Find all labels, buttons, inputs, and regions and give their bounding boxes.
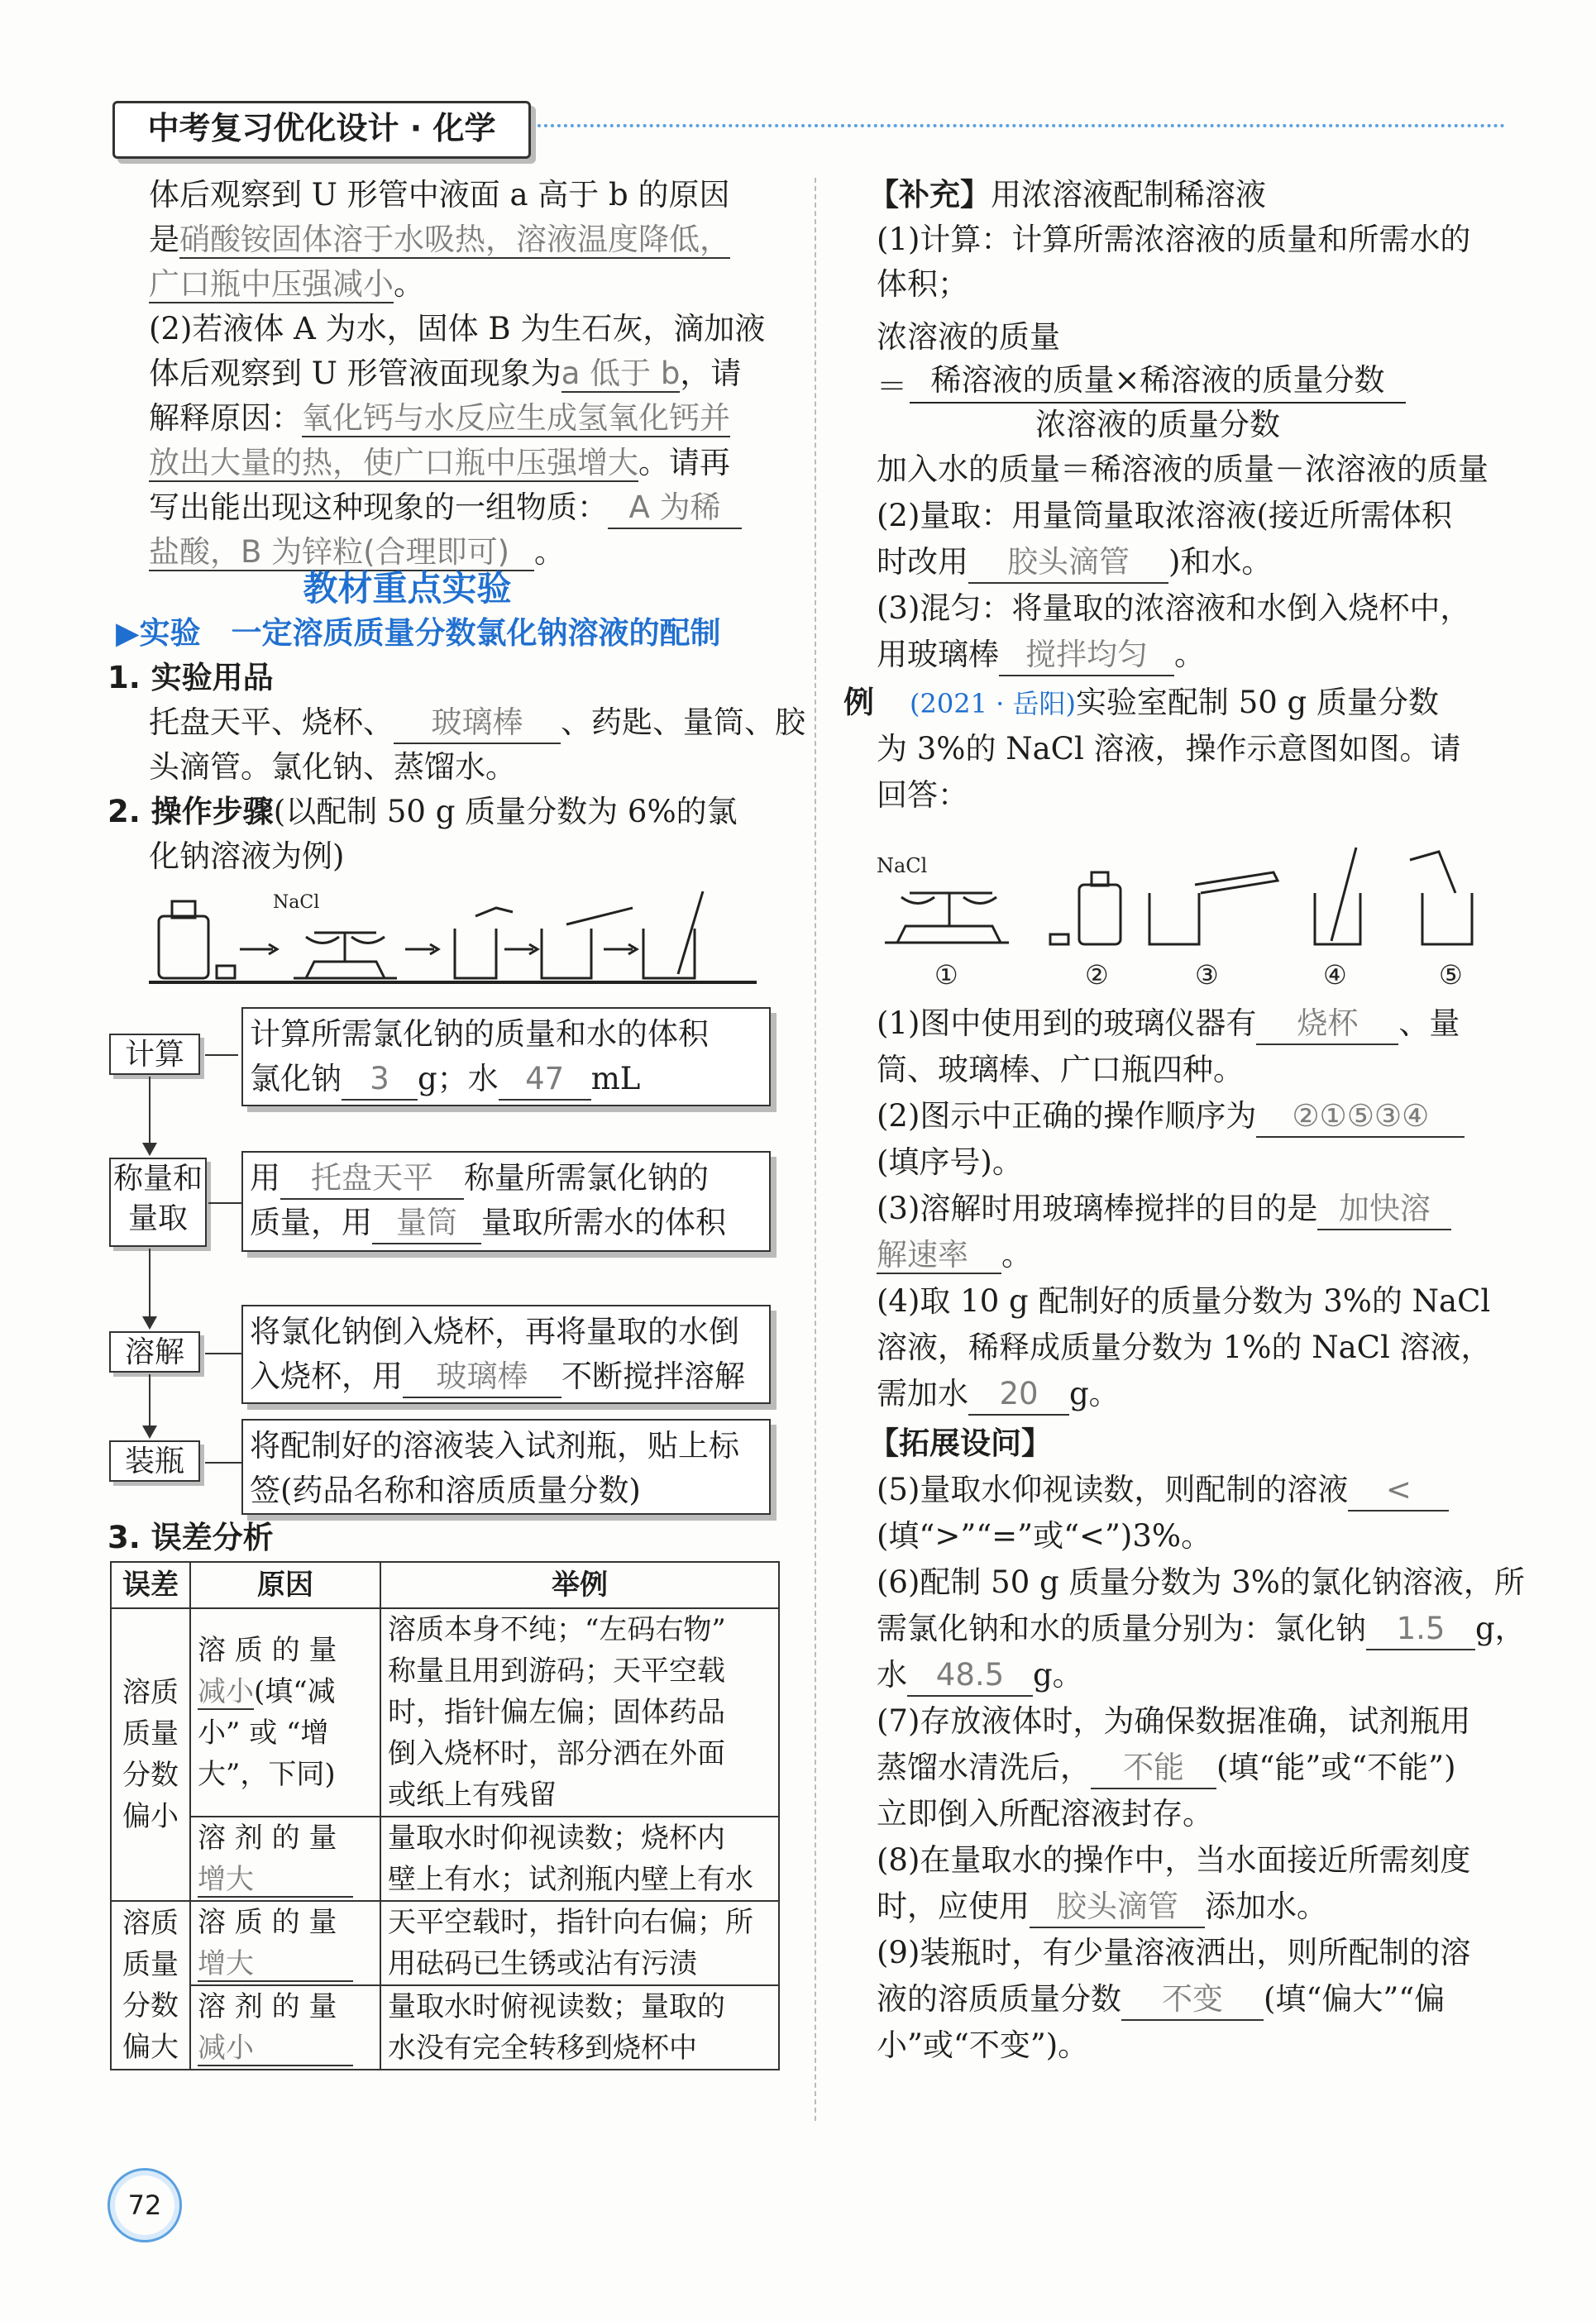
q2-line6: 盐酸，B 为锌粒(合理即可) 。	[149, 534, 566, 570]
example-cell: 天平空载时，指针向右偏；所 用砝码已生锈或沾有污渍	[380, 1901, 779, 1985]
s1-line2: 头滴管。氯化钠、蒸馏水。	[149, 749, 516, 785]
fig-balance	[885, 893, 1009, 943]
step-dissolve-label: 溶解	[109, 1331, 200, 1373]
answer-compare: <	[1348, 1470, 1449, 1512]
section-title: 教材重点实验	[303, 568, 512, 609]
fig-beaker-5	[1422, 893, 1472, 944]
q2-right-line1: (2)图示中正确的操作顺序为 ②①⑤③④	[877, 1093, 1465, 1139]
q9-line3: 小”或“不变”)。	[877, 2027, 1089, 2063]
step-calc-label: 计算	[109, 1034, 200, 1075]
answer-nacl-mass: 3	[342, 1059, 418, 1101]
answer-substances-1: A 为稀	[608, 488, 742, 529]
cause-cell: 溶 剂 的 量 减小	[190, 1985, 380, 2070]
example-cell: 溶质本身不纯；“左码右物” 称量且用到游码；天平空载 时，指针偏左偏；固体药品 倒入烧杯时，部分洒在外面 或纸上有残留	[380, 1608, 779, 1817]
q6-line2: 需氯化钠和水的质量分别为：氯化钠 1.5 g，	[877, 1606, 1526, 1652]
c9: 用玻璃棒 搅拌均匀 。	[877, 632, 1205, 678]
step-bottle-label: 装瓶	[109, 1440, 200, 1482]
ex-line2: 为 3%的 NaCl 溶液，操作示意图如图。请	[877, 731, 1461, 767]
step-dissolve-box: 将氯化钠倒入烧杯，再将量取的水倒 入烧杯，用 玻璃棒 不断搅拌溶解	[241, 1305, 771, 1404]
answer-dropper-2: 胶头滴管	[1030, 1887, 1205, 1928]
q3-line1: (3)溶解时用玻璃棒搅拌的目的是 加快溶	[877, 1186, 1451, 1232]
answer-beaker: 烧杯	[1256, 1004, 1398, 1045]
experiment-label: ▶实验 一定溶质质量分数氯化钠溶液的配制	[116, 615, 721, 651]
cause-cell: 溶 质 的 量 增大	[190, 1901, 380, 1985]
q7-line2: 蒸馏水清洗后， 不能 (填“能”或“不能”)	[877, 1745, 1456, 1791]
table-header-row	[111, 1562, 779, 1608]
answer-substances-2: 盐酸，B 为锌粒(合理即可)	[149, 534, 534, 571]
balance	[294, 933, 397, 978]
answer-explain-2: 放出大量的热，使广口瓶中压强增大	[149, 445, 638, 480]
q4-line3: 需加水 20 g。	[877, 1371, 1120, 1417]
c8: (3)混匀：将量取的浓溶液和水倒入烧杯中，	[877, 590, 1471, 626]
answer-water-added: 20	[968, 1374, 1069, 1416]
s3-title: 3. 误差分析	[108, 1520, 274, 1555]
answer-glass-rod-2: 玻璃棒	[403, 1357, 561, 1398]
q2-line2: 体后观察到 U 形管液面现象为a 低于 b，请	[149, 356, 742, 391]
cause-cell: 溶 剂 的 量 增大	[190, 1817, 380, 1901]
answer-reason-1: 硝酸铵固体溶于水吸热，溶液温度降低，	[179, 222, 730, 257]
example-cell: 量取水时仰视读数；烧杯内 壁上有水；试剂瓶内壁上有水	[380, 1817, 779, 1901]
example-label: 例	[843, 685, 874, 720]
s2-line2: 化钠溶液为例)	[149, 838, 345, 874]
th-example: 举例	[380, 1562, 779, 1608]
answer-explain-1: 氧化钙与水反应生成氢氧化钙并	[302, 400, 730, 436]
q7-line1: (7)存放液体时，为确保数据准确，试剂瓶用	[877, 1703, 1471, 1739]
q1-line2: 筒、玻璃棒、广口瓶四种。	[877, 1052, 1244, 1087]
q1-line1: (1)图中使用到的玻璃仪器有 烧杯 、量	[877, 1001, 1460, 1047]
column-divider	[815, 178, 816, 2121]
example-figure	[877, 835, 1505, 992]
step-calc-box: 计算所需氯化钠的质量和水的体积 氯化钠 3 g；水 47 mL	[241, 1007, 771, 1106]
ex-line1: (2021 · 岳阳)实验室配制 50 g 质量分数	[910, 685, 1439, 720]
fig-num-3: ③	[1195, 959, 1219, 991]
c7: 时改用 胶头滴管 )和水。	[877, 539, 1272, 585]
q4-line1: (4)取 10 g 配制好的质量分数为 3%的 NaCl	[877, 1283, 1491, 1319]
answer-cannot: 不能	[1091, 1748, 1216, 1789]
answer-purpose-1: 加快溶	[1317, 1189, 1451, 1230]
header-title: 中考复习优化设计 · 化学	[147, 110, 496, 146]
step-weigh-label: 称量和 量取	[109, 1158, 207, 1247]
q6-line1: (6)配制 50 g 质量分数为 3%的氯化钠溶液，所	[877, 1564, 1525, 1600]
fig-num-1: ①	[934, 959, 958, 991]
apparatus-figure	[149, 883, 769, 991]
table-row	[111, 1817, 779, 1901]
ex-line3: 回答：	[877, 777, 968, 813]
th-error: 误差	[111, 1562, 190, 1608]
p1-line1: 体后观察到 U 形管中液面 a 高于 b 的原因	[149, 177, 730, 213]
answer-unchanged: 不变	[1121, 1980, 1264, 2021]
q2-line1: (2)若液体 A 为水，固体 B 为生石灰，滴加液	[149, 311, 766, 346]
q2-line5: 写出能出现这种现象的一组物质： A 为稀	[149, 485, 742, 531]
fig-nacl-label: NaCl	[877, 854, 928, 877]
c3: 浓溶液的质量	[877, 319, 1060, 355]
q3-line2: 解速率 。	[877, 1237, 1032, 1273]
group-low: 溶质 质量 分数 偏小	[111, 1608, 190, 1901]
answer-stir: 搅拌均匀	[999, 635, 1174, 676]
q2-right-line2: (填序号)。	[877, 1144, 1023, 1180]
fig-num-2: ②	[1085, 959, 1109, 991]
group-high: 溶质 质量 分数 偏大	[111, 1901, 190, 2070]
answer-water-48-5: 48.5	[907, 1655, 1033, 1697]
answer-nacl-1-5: 1.5	[1366, 1609, 1475, 1650]
page-number: 72	[108, 2168, 182, 2242]
fig-num-4: ④	[1323, 959, 1347, 991]
s1-line1: 托盘天平、烧杯、 玻璃棒 、药匙、量筒、胶	[149, 700, 805, 746]
reagent-bottle	[159, 916, 208, 978]
answer-reason-2: 广口瓶中压强减小	[149, 266, 394, 302]
q8-line2: 时，应使用 胶头滴管 添加水。	[877, 1884, 1327, 1930]
q8-line1: (8)在量取水的操作中，当水面接近所需刻度	[877, 1842, 1471, 1878]
s2-line1: 2. 操作步骤(以配制 50 g 质量分数为 6%的氯	[108, 794, 738, 829]
error-analysis-table	[110, 1561, 780, 2070]
q9-line1: (9)装瓶时，有少量溶液洒出，则所配制的溶	[877, 1935, 1471, 1970]
header-dotted-rule	[538, 124, 1505, 127]
th-cause: 原因	[190, 1562, 380, 1608]
c6: (2)量取：用量筒量取浓溶液(接近所需体积	[877, 498, 1452, 533]
nacl-label-left: NaCl	[273, 892, 320, 913]
beaker-2	[542, 929, 591, 978]
table-row	[111, 1985, 779, 2070]
c1: (1)计算：计算所需浓溶液的质量和所需水的	[877, 222, 1471, 257]
q7-line3: 立即倒入所配溶液封存。	[877, 1796, 1213, 1831]
q5-line2: (填“>”“=”或“<”)3%。	[877, 1518, 1212, 1554]
beaker-1	[455, 929, 496, 978]
q9-line2: 液的溶质质量分数 不变 (填“偏大”“偏	[877, 1976, 1445, 2023]
q4-line2: 溶液，稀释成质量分数为 1%的 NaCl 溶液，	[877, 1330, 1492, 1365]
cause-cell: 溶 质 的 量 减小(填“减 小” 或 “增 大”，下同)	[190, 1608, 380, 1817]
sup-title: 【补充】用浓溶液配制稀溶液	[868, 177, 1266, 213]
page-header	[112, 101, 531, 159]
fig-bottle	[1079, 885, 1121, 944]
q2-line3: 解释原因：氧化钙与水反应生成氢氧化钙并	[149, 400, 730, 436]
c2: 体积；	[877, 266, 968, 302]
step-weigh-box: 用 托盘天平 称量所需氯化钠的 质量，用 量筒 量取所需水的体积	[241, 1151, 771, 1252]
fig-beaker-3	[1149, 893, 1199, 944]
answer-purpose-2: 解速率	[877, 1237, 1001, 1274]
table-row	[111, 1608, 779, 1817]
answer-phenomenon: a 低于 b	[561, 356, 681, 391]
step-bottle-box: 将配制好的溶液装入试剂瓶，贴上标 签(药品名称和溶质质量分数)	[241, 1419, 771, 1515]
answer-dropper: 胶头滴管	[968, 542, 1168, 584]
example-cell: 量取水时俯视读数；量取的 水没有完全转移到烧杯中	[380, 1985, 779, 2070]
p1-line2: 是硝酸铵固体溶于水吸热，溶液温度降低，	[149, 222, 730, 257]
beaker-3	[643, 929, 695, 978]
answer-cylinder: 量筒	[372, 1203, 481, 1244]
fig-num-5: ⑤	[1439, 959, 1463, 991]
fraction: 稀溶液的质量×稀溶液的质量分数 浓溶液的质量分数	[910, 359, 1406, 447]
q2-line4: 放出大量的热，使广口瓶中压强增大。请再	[149, 445, 730, 480]
table-row	[111, 1901, 779, 1985]
answer-balance: 托盘天平	[280, 1158, 464, 1200]
s1-title: 1. 实验用品	[108, 660, 274, 695]
p1-line3: 广口瓶中压强减小。	[149, 266, 424, 302]
answer-water-volume: 47	[499, 1059, 591, 1101]
q6-line3: 水 48.5 g。	[877, 1652, 1083, 1698]
answer-glass-rod: 玻璃棒	[394, 703, 561, 744]
c4-eq: ＝	[877, 369, 907, 404]
c5: 加入水的质量＝稀溶液的质量－浓溶液的质量	[877, 451, 1488, 487]
answer-order: ②①⑤③④	[1256, 1096, 1465, 1138]
extension-title: 【拓展设问】	[868, 1426, 1052, 1461]
q5-line1: (5)量取水仰视读数，则配制的溶液 <	[877, 1467, 1449, 1513]
